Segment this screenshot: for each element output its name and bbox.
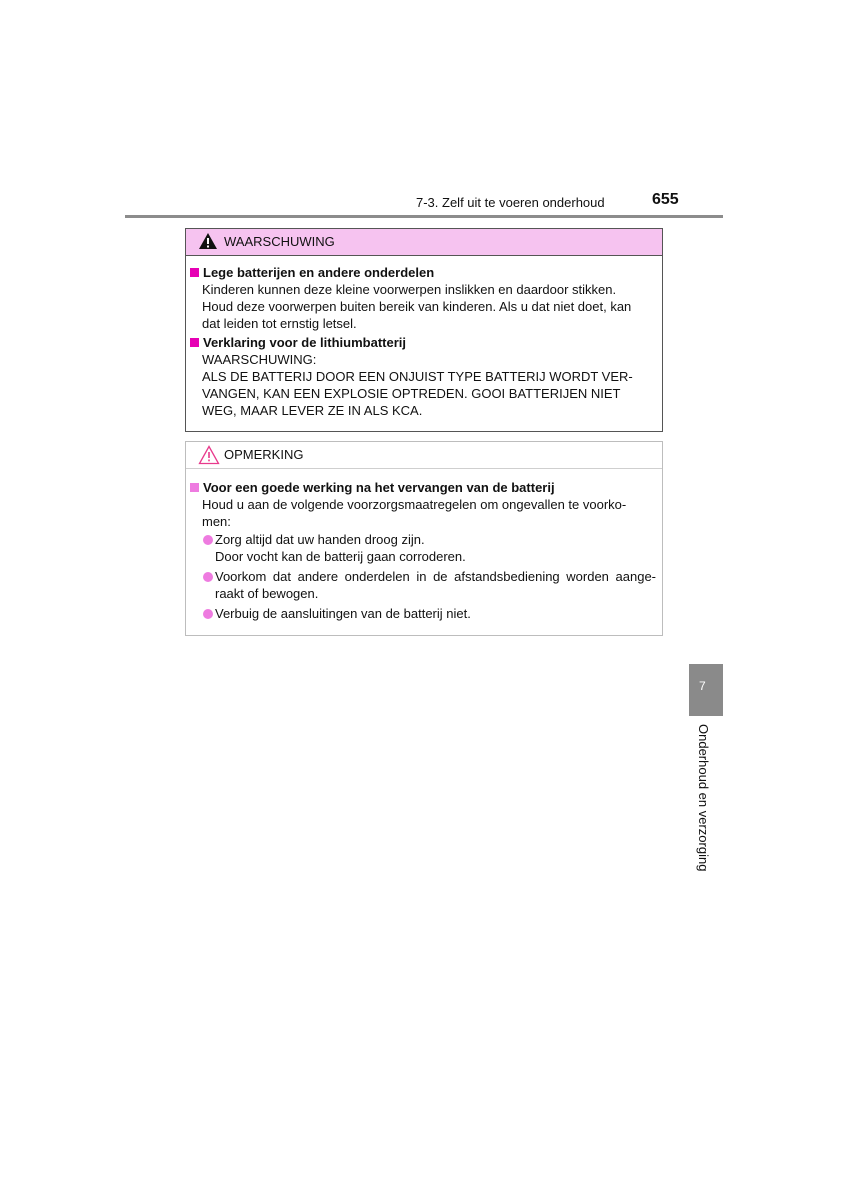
list-item-line: Zorg altijd dat uw handen droog zijn. bbox=[215, 532, 425, 547]
warning-section-lithium bbox=[190, 334, 656, 419]
section-heading: Voor een goede werking na het vervangen van de batterij bbox=[203, 480, 555, 495]
list-item bbox=[190, 531, 656, 565]
intro-line: Houd u aan de volgende voorzorgsmaatregelen om ongevallen te voorko- bbox=[202, 497, 627, 512]
warning-box-title: WAARSCHUWING bbox=[224, 234, 335, 249]
section-line: ALS DE BATTERIJ DOOR EEN ONJUIST TYPE BATTERIJ WORDT VER- bbox=[202, 369, 633, 384]
chapter-number: 7 bbox=[699, 679, 706, 693]
list-item-line: Verbuig de aansluitingen van de batterij niet. bbox=[215, 606, 471, 621]
warning-box bbox=[185, 228, 663, 432]
list-item-line: Voorkom dat andere onderdelen in de afstandsbediening worden aange- bbox=[215, 569, 656, 584]
section-marker-icon bbox=[190, 338, 199, 347]
section-marker-icon bbox=[190, 483, 199, 492]
section-line: dat leiden tot ernstig letsel. bbox=[202, 316, 357, 331]
notice-box-title: OPMERKING bbox=[224, 447, 304, 462]
caution-triangle-icon bbox=[198, 445, 220, 468]
section-line: VANGEN, KAN EEN EXPLOSIE OPTREDEN. GOOI BATTERIJEN NIET bbox=[202, 386, 621, 401]
bullet-dot-icon bbox=[203, 535, 213, 545]
warning-box-header bbox=[186, 229, 662, 256]
page-number: 655 bbox=[652, 191, 679, 208]
warning-triangle-icon bbox=[198, 232, 218, 253]
warning-section-batteries bbox=[190, 264, 656, 332]
list-item-line: Door vocht kan de batterij gaan corroderen. bbox=[215, 549, 466, 564]
list-item-line: raakt of bewogen. bbox=[215, 586, 319, 601]
page-header-section-title: 7-3. Zelf uit te voeren onderhoud bbox=[416, 195, 605, 210]
section-heading: Lege batterijen en andere onderdelen bbox=[203, 265, 435, 280]
bullet-dot-icon bbox=[203, 572, 213, 582]
notice-box bbox=[185, 441, 663, 636]
intro-line: men: bbox=[202, 514, 231, 529]
section-heading: Verklaring voor de lithiumbatterij bbox=[203, 335, 406, 350]
section-line: WEG, MAAR LEVER ZE IN ALS KCA. bbox=[202, 403, 423, 418]
section-line: Houd deze voorwerpen buiten bereik van kinderen. Als u dat niet doet, kan bbox=[202, 299, 632, 314]
notice-box-header bbox=[186, 442, 662, 469]
chapter-label: Onderhoud en verzorging bbox=[696, 724, 711, 872]
list-item bbox=[190, 605, 656, 622]
section-line: Kinderen kunnen deze kleine voorwerpen inslikken en daardoor stikken. bbox=[202, 282, 617, 297]
notice-section bbox=[190, 479, 656, 622]
header-rule bbox=[125, 215, 723, 218]
bullet-dot-icon bbox=[203, 609, 213, 619]
section-line: WAARSCHUWING: bbox=[202, 352, 317, 367]
section-marker-icon bbox=[190, 268, 199, 277]
chapter-tab[interactable] bbox=[689, 664, 723, 716]
list-item bbox=[190, 568, 656, 602]
